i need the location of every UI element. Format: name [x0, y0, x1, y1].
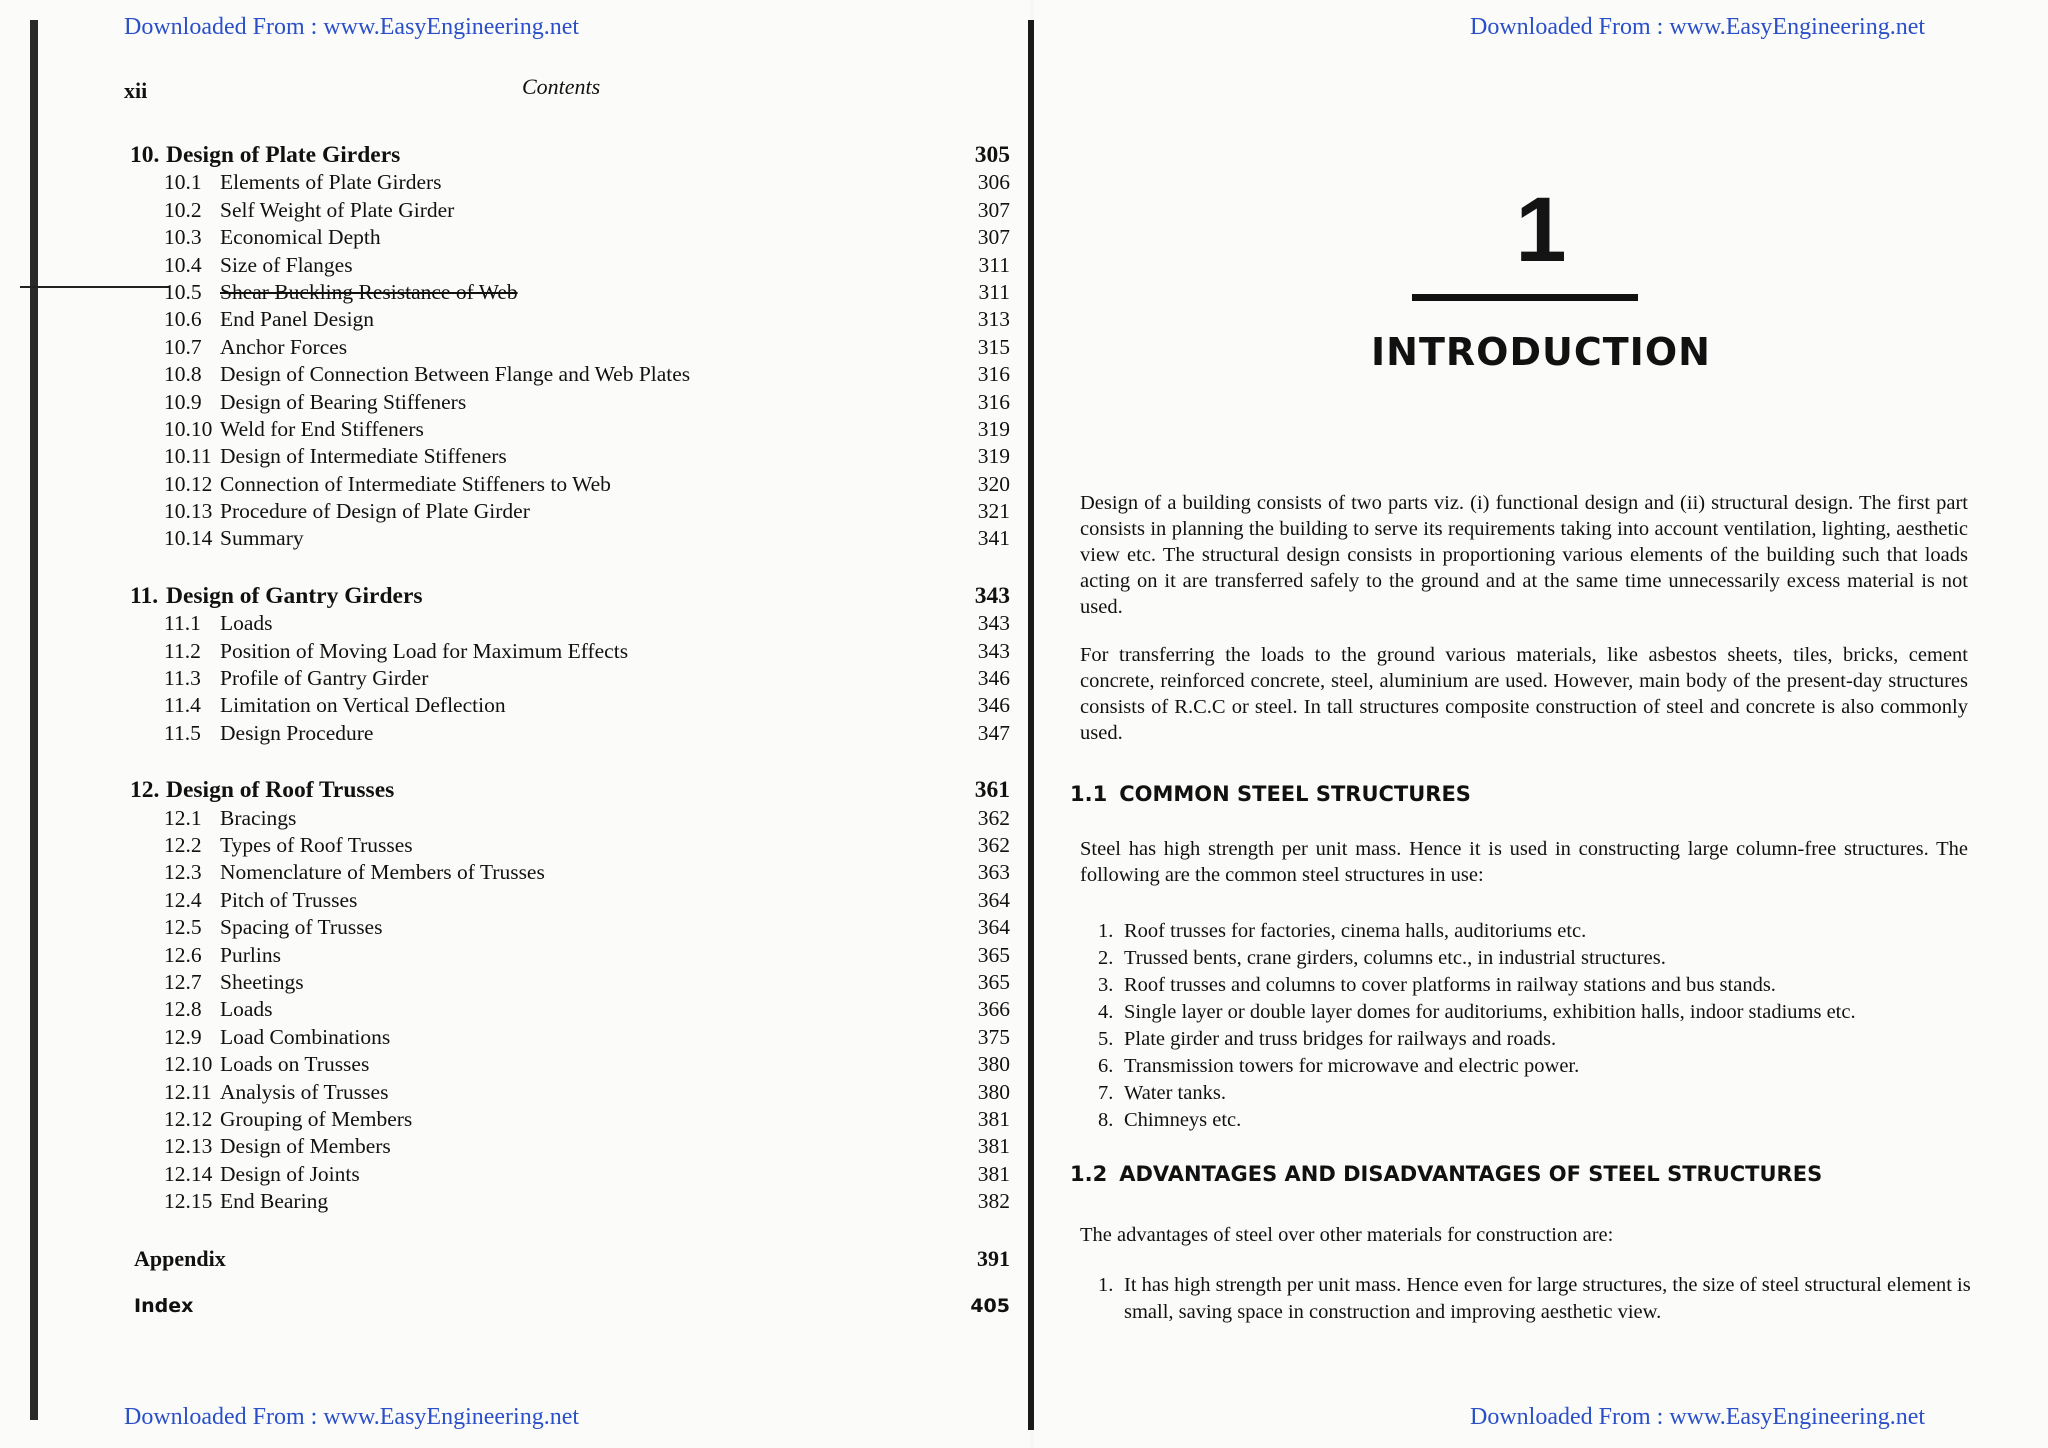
toc-title: Nomenclature of Members of Trusses	[220, 860, 545, 885]
toc-section-entry	[130, 859, 1010, 886]
list-item-number: 2.	[1098, 947, 1114, 969]
toc-section-entry	[130, 334, 1010, 361]
toc-page-number: 375	[977, 1024, 1010, 1049]
toc-number: 12.15	[164, 1189, 213, 1214]
toc-section-entry	[130, 610, 1010, 637]
list-item-text: Roof trusses and columns to cover platforms in railway stations and bus stands.	[1124, 974, 1776, 996]
advantages-intro: The advantages of steel over other materials for construction are:	[1080, 1224, 1614, 1246]
toc-title: Load Combinations	[220, 1024, 391, 1049]
list-item-number: 3.	[1098, 974, 1114, 996]
list-item-number: 5.	[1098, 1028, 1114, 1050]
toc-number: 12.11	[164, 1079, 212, 1104]
toc-page-number: 316	[977, 389, 1010, 414]
list-item-text: Transmission towers for microwave and electric power.	[1124, 1055, 1580, 1077]
toc-number: 12.9	[164, 1024, 202, 1049]
toc-page-number: 346	[977, 666, 1010, 691]
toc-section-entry	[130, 1188, 1010, 1215]
toc-page-number: 364	[977, 887, 1010, 912]
toc-section-entry	[130, 197, 1010, 224]
toc-title: Weld for End Stiffeners	[220, 416, 424, 441]
toc-section-entry	[130, 471, 1010, 498]
toc-section-entry	[130, 1079, 1010, 1106]
toc-number: 10.3	[164, 225, 202, 250]
toc-number: 10.	[130, 142, 160, 168]
toc-spacer	[130, 1273, 1010, 1293]
toc-title: Types of Roof Trusses	[220, 832, 413, 857]
list-item	[1098, 999, 1958, 1026]
toc-title: Design of Bearing Stiffeners	[220, 389, 467, 414]
intro-paragraph-1: Design of a building consists of two parts viz. (i) functional design and (ii) structural design. The first part consists in planning the building to serve its requirements taking into account ventilation, lighting, aesthetic view etc. The structural design consists in proportioning various elements of the building such that loads acting on it are transferred safely to the ground and at the same time unnecessarily excess material is not used.	[1080, 492, 1968, 618]
toc-title: Sheetings	[220, 969, 304, 994]
toc-number: 10.14	[164, 526, 213, 551]
toc-page-number: 364	[977, 915, 1010, 940]
toc-number: 11.4	[164, 693, 201, 718]
toc-section-entry	[130, 665, 1010, 692]
toc-title: Design of Members	[220, 1134, 391, 1159]
right-page	[1034, 0, 2048, 1448]
toc-page-number: 381	[977, 1161, 1010, 1186]
toc-section-entry	[130, 1106, 1010, 1133]
toc-section-entry	[130, 361, 1010, 388]
toc-title: Summary	[220, 526, 304, 551]
toc-section-entry	[130, 306, 1010, 333]
toc-page-number: 315	[977, 334, 1010, 359]
toc-chapter-block	[130, 583, 1010, 747]
toc-section-entry	[130, 969, 1010, 996]
toc-page-number: 311	[978, 279, 1010, 304]
toc-number: 12.5	[164, 915, 202, 940]
toc-number: 12.7	[164, 969, 202, 994]
section-number: 1.2	[1070, 1162, 1108, 1186]
toc-number: 11.1	[164, 611, 201, 636]
steel-paragraph: Steel has high strength per unit mass. Hence it is used in constructing large column-free structures. The following are the common steel structures in use:	[1080, 838, 1968, 886]
toc-number: 10.8	[164, 362, 202, 387]
section-heading-1-1	[1070, 782, 1471, 806]
toc-number: 12.3	[164, 860, 202, 885]
toc-page-number: 381	[977, 1106, 1010, 1131]
download-source-link-top[interactable]: Downloaded From : www.EasyEngineering.net	[124, 14, 580, 40]
toc-title: Grouping of Members	[220, 1106, 413, 1131]
running-title: Contents	[522, 74, 601, 99]
list-item-text: It has high strength per unit mass. Hence even for large structures, the size of steel structural element is small, saving space in construction and improving aesthetic view.	[1124, 1274, 1971, 1323]
toc-title: Position of Moving Load for Maximum Effects	[220, 638, 629, 663]
toc-number: 12.14	[164, 1161, 213, 1186]
toc-title: Purlins	[220, 942, 281, 967]
toc-title: Appendix	[134, 1246, 226, 1272]
list-item-number: 1.	[1098, 920, 1114, 942]
list-item-number: 7.	[1098, 1082, 1114, 1104]
toc-title: Profile of Gantry Girder	[220, 666, 429, 691]
toc-page-number: 365	[977, 969, 1010, 994]
toc-number: 12.	[130, 777, 160, 804]
toc-number: 10.10	[164, 416, 213, 441]
toc-chapter-entry	[130, 777, 1010, 804]
toc-number: 10.11	[164, 444, 212, 469]
toc-title: Limitation on Vertical Deflection	[220, 693, 506, 718]
toc-section-entry	[130, 1133, 1010, 1160]
toc-section-entry	[130, 252, 1010, 279]
scan-edge-shadow	[30, 20, 38, 1420]
list-item	[1098, 918, 1958, 945]
toc-chapter-entry	[130, 142, 1010, 169]
toc-section-entry	[130, 416, 1010, 443]
toc-number: 12.6	[164, 942, 202, 967]
toc-page-number: 341	[977, 526, 1010, 551]
toc-page-number: 316	[977, 362, 1010, 387]
toc-title: Design Procedure	[220, 720, 374, 745]
toc-page-number: 305	[974, 142, 1010, 168]
toc-number: 10.12	[164, 471, 213, 496]
toc-appendix-entry	[130, 1245, 1010, 1272]
steel-structures-list	[1098, 918, 1958, 1134]
toc-section-entry	[130, 638, 1010, 665]
toc-title: Shear Buckling Resistance of Web	[220, 279, 518, 304]
toc-title: End Bearing	[220, 1189, 329, 1214]
list-item-number: 4.	[1098, 1001, 1114, 1023]
toc-number: 10.2	[164, 197, 202, 222]
toc-page-number: 320	[977, 471, 1010, 496]
toc-section-entry	[130, 805, 1010, 832]
toc-title: End Panel Design	[220, 307, 375, 332]
toc-page-number: 343	[977, 638, 1010, 663]
download-source-link-bottom[interactable]: Downloaded From : www.EasyEngineering.net	[124, 1404, 580, 1430]
toc-section-entry	[130, 692, 1010, 719]
toc-page-number: 362	[977, 805, 1010, 830]
section-heading-1-2	[1070, 1162, 1822, 1186]
toc-section-entry	[130, 1051, 1010, 1078]
toc-number: 12.1	[164, 805, 202, 830]
toc-title: Elements of Plate Girders	[220, 170, 442, 195]
toc-page-number: 391	[977, 1246, 1010, 1272]
toc-section-entry	[130, 832, 1010, 859]
chapter-title: INTRODUCTION	[1371, 330, 1711, 374]
toc-chapter-entry	[130, 583, 1010, 610]
list-item-number: 8.	[1098, 1109, 1114, 1131]
toc-number: 11.	[130, 582, 159, 609]
toc-page-number: 346	[977, 693, 1010, 718]
toc-section-entry	[130, 1161, 1010, 1188]
toc-page-number: 380	[977, 1052, 1010, 1077]
toc-section-entry	[130, 942, 1010, 969]
toc-number: 12.12	[164, 1106, 213, 1131]
toc-title: Design of Gantry Girders	[166, 582, 423, 609]
chapter-rule	[1412, 294, 1638, 301]
toc-section-entry	[130, 525, 1010, 552]
toc-page-number: 307	[977, 225, 1010, 250]
toc-index-entry	[130, 1293, 1010, 1320]
list-item-text: Trussed bents, crane girders, columns etc., in industrial structures.	[1124, 947, 1666, 969]
toc-number: 10.1	[164, 170, 202, 195]
toc-title: Analysis of Trusses	[220, 1079, 389, 1104]
toc-chapter-block	[130, 142, 1010, 553]
table-of-contents	[130, 142, 1010, 1320]
list-item	[1098, 1053, 1958, 1080]
toc-number: 10.9	[164, 389, 202, 414]
list-item-text: Roof trusses for factories, cinema halls, auditoriums etc.	[1124, 920, 1587, 942]
toc-chapter-block	[130, 777, 1010, 1215]
toc-number: 10.13	[164, 499, 213, 524]
toc-section-entry	[130, 996, 1010, 1023]
toc-title: Economical Depth	[220, 225, 381, 250]
list-item-text: Single layer or double layer domes for auditoriums, exhibition halls, indoor stadiums etc.	[1124, 1001, 1856, 1023]
download-source-link-top-right[interactable]: Downloaded From : www.EasyEngineering.net	[1470, 14, 1926, 40]
toc-page-number: 343	[974, 582, 1010, 609]
toc-title: Index	[134, 1294, 194, 1317]
toc-section-entry	[130, 279, 1010, 306]
toc-title: Design of Connection Between Flange and Web Plates	[220, 362, 691, 387]
toc-page-number: 319	[977, 444, 1010, 469]
toc-title: Design of Joints	[220, 1161, 360, 1186]
toc-number: 10.5	[164, 279, 202, 304]
toc-page-number: 405	[970, 1294, 1010, 1317]
toc-page-number: 362	[977, 832, 1010, 857]
toc-number: 12.10	[164, 1052, 213, 1077]
section-title: COMMON STEEL STRUCTURES	[1119, 782, 1471, 806]
toc-section-entry	[130, 720, 1010, 747]
toc-page-number: 319	[977, 416, 1010, 441]
toc-number: 11.2	[164, 638, 201, 663]
toc-page-number: 313	[977, 307, 1010, 332]
toc-number: 12.13	[164, 1134, 213, 1159]
toc-section-entry	[130, 914, 1010, 941]
toc-title: Procedure of Design of Plate Girder	[220, 499, 530, 524]
toc-page-number: 382	[977, 1189, 1010, 1214]
toc-page-number: 343	[977, 611, 1010, 636]
section-number: 1.1	[1070, 782, 1108, 806]
toc-section-entry	[130, 887, 1010, 914]
toc-title: Design of Roof Trusses	[166, 777, 395, 804]
list-item	[1098, 972, 1958, 999]
toc-number: 11.5	[164, 720, 201, 745]
toc-title: Design of Intermediate Stiffeners	[220, 444, 507, 469]
toc-section-entry	[130, 498, 1010, 525]
toc-title: Size of Flanges	[220, 252, 353, 277]
toc-page-number: 361	[974, 777, 1010, 804]
toc-page-number: 347	[977, 720, 1010, 745]
download-source-link-bottom-right[interactable]: Downloaded From : www.EasyEngineering.net	[1470, 1404, 1926, 1430]
toc-page-number: 365	[977, 942, 1010, 967]
toc-section-entry	[130, 1024, 1010, 1051]
toc-title: Spacing of Trusses	[220, 915, 383, 940]
toc-section-entry	[130, 169, 1010, 196]
intro-paragraph-2: For transferring the loads to the ground various materials, like asbestos sheets, tiles, bricks, cement concrete, reinforced concrete, steel, aluminium are used. However, main body of the present-day structures consists of R.C.C or steel. In tall structures composite construction of steel and concrete is also commonly used.	[1080, 644, 1968, 744]
toc-title: Bracings	[220, 805, 297, 830]
toc-title: Anchor Forces	[220, 334, 348, 359]
list-item-number: 1.	[1098, 1274, 1114, 1296]
toc-number: 12.4	[164, 887, 202, 912]
toc-number: 10.4	[164, 252, 202, 277]
list-item	[1098, 1080, 1958, 1107]
toc-page-number: 321	[977, 499, 1010, 524]
chapter-number: 1	[1515, 179, 1567, 281]
toc-number: 12.2	[164, 832, 202, 857]
toc-title: Connection of Intermediate Stiffeners to Web	[220, 471, 611, 496]
toc-section-entry	[130, 389, 1010, 416]
section-title: ADVANTAGES AND DISADVANTAGES OF STEEL STRUCTURES	[1119, 1162, 1823, 1186]
toc-number: 10.6	[164, 307, 202, 332]
toc-page-number: 306	[977, 170, 1010, 195]
toc-number: 11.3	[164, 666, 201, 691]
toc-title: Loads	[220, 997, 273, 1022]
list-item-text: Chimneys etc.	[1124, 1109, 1242, 1131]
list-item-text: Plate girder and truss bridges for railways and roads.	[1124, 1028, 1557, 1050]
toc-title: Design of Plate Girders	[166, 142, 401, 168]
toc-title: Pitch of Trusses	[220, 887, 358, 912]
list-item	[1098, 945, 1958, 972]
toc-title: Loads on Trusses	[220, 1052, 370, 1077]
toc-title: Self Weight of Plate Girder	[220, 197, 455, 222]
toc-number: 10.7	[164, 334, 202, 359]
toc-page-number: 381	[977, 1134, 1010, 1159]
toc-number: 12.8	[164, 997, 202, 1022]
toc-page-number: 380	[977, 1079, 1010, 1104]
list-item	[1098, 1026, 1958, 1053]
list-item	[1098, 1107, 1958, 1134]
toc-section-entry	[130, 443, 1010, 470]
list-item	[1098, 1272, 1974, 1326]
toc-page-number: 366	[977, 997, 1010, 1022]
toc-section-entry	[130, 224, 1010, 251]
toc-page-number: 363	[977, 860, 1010, 885]
advantages-list	[1098, 1272, 1974, 1326]
toc-title: Loads	[220, 611, 273, 636]
list-item-text: Water tanks.	[1124, 1082, 1226, 1104]
page-folio: xii	[124, 78, 148, 103]
list-item-number: 6.	[1098, 1055, 1114, 1077]
toc-page-number: 307	[977, 197, 1010, 222]
toc-page-number: 311	[978, 252, 1010, 277]
